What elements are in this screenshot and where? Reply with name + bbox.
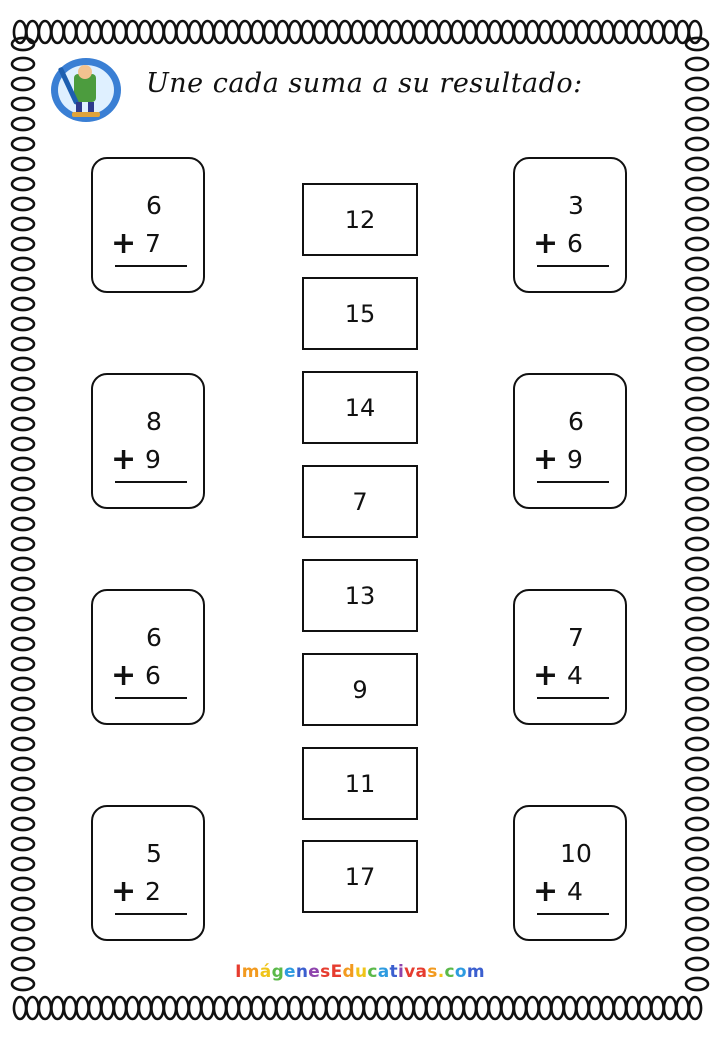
footer-letter: I xyxy=(235,962,242,982)
border-loop xyxy=(686,338,708,350)
border-loop xyxy=(686,98,708,110)
border-loop xyxy=(12,678,34,690)
border-loop xyxy=(664,21,676,43)
logo-icon xyxy=(48,56,124,124)
border-loop xyxy=(12,558,34,570)
border-loop xyxy=(601,997,613,1019)
border-loop xyxy=(686,678,708,690)
border-loop xyxy=(89,21,101,43)
border-loop xyxy=(589,21,601,43)
border-loop xyxy=(376,997,388,1019)
footer-letter: s xyxy=(320,962,331,982)
border-loop xyxy=(12,898,34,910)
border-loop xyxy=(686,558,708,570)
border-loop xyxy=(12,58,34,70)
plus-sign: + xyxy=(111,226,137,261)
result-box[interactable]: 11 xyxy=(302,747,418,820)
border-loop xyxy=(12,398,34,410)
border-loop xyxy=(12,518,34,530)
border-loop xyxy=(12,598,34,610)
border-loop xyxy=(686,458,708,470)
border-loop xyxy=(686,838,708,850)
plus-sign: + xyxy=(533,442,559,477)
border-loop xyxy=(686,798,708,810)
border-loop xyxy=(676,997,688,1019)
sum-line xyxy=(115,913,187,915)
border-loop xyxy=(214,21,226,43)
footer-letter: m xyxy=(241,962,260,982)
footer-letter: c xyxy=(367,962,378,982)
border-loop xyxy=(326,21,338,43)
border-loop xyxy=(264,21,276,43)
border-loop xyxy=(12,738,34,750)
border-loop xyxy=(439,997,451,1019)
border-loop xyxy=(12,258,34,270)
border-loop xyxy=(686,698,708,710)
border-loop xyxy=(686,258,708,270)
border-loop xyxy=(676,21,688,43)
border-loop xyxy=(201,997,213,1019)
border-loop xyxy=(401,997,413,1019)
border-loop xyxy=(12,618,34,630)
footer-letter: i xyxy=(397,962,405,982)
footer-letter: a xyxy=(415,962,428,982)
border-loop xyxy=(326,997,338,1019)
border-loop xyxy=(551,997,563,1019)
border-loop xyxy=(414,21,426,43)
worksheet-title: Une cada suma a su resultado: xyxy=(146,68,583,99)
border-loop xyxy=(12,198,34,210)
border-loop xyxy=(12,578,34,590)
border-loop xyxy=(426,21,438,43)
border-loop xyxy=(686,598,708,610)
border-loop xyxy=(539,997,551,1019)
border-loop xyxy=(39,997,51,1019)
border-loop xyxy=(626,21,638,43)
border-loop xyxy=(12,98,34,110)
footer-letter: e xyxy=(308,962,321,982)
border-loop xyxy=(526,21,538,43)
border-loop xyxy=(686,278,708,290)
border-loop xyxy=(686,738,708,750)
border-loop xyxy=(686,758,708,770)
border-loop xyxy=(12,138,34,150)
footer-letter: v xyxy=(404,962,416,982)
border-loop xyxy=(686,658,708,670)
result-box[interactable]: 17 xyxy=(302,840,418,913)
border-loop xyxy=(12,218,34,230)
border-loop xyxy=(686,778,708,790)
border-loop xyxy=(686,178,708,190)
result-box[interactable]: 7 xyxy=(302,465,418,538)
border-loop xyxy=(639,997,651,1019)
border-loop xyxy=(414,997,426,1019)
border-loop xyxy=(176,21,188,43)
border-loop xyxy=(12,878,34,890)
border-loop xyxy=(501,997,513,1019)
border-loop xyxy=(76,21,88,43)
addition-card-right-1 xyxy=(513,157,627,293)
addend-top: 8 xyxy=(146,407,162,436)
border-loop xyxy=(576,997,588,1019)
border-loop xyxy=(564,21,576,43)
footer-letter: g xyxy=(271,962,285,982)
border-loop xyxy=(686,418,708,430)
border-loop xyxy=(451,997,463,1019)
border-loop xyxy=(12,498,34,510)
border-loop xyxy=(39,21,51,43)
border-loop xyxy=(364,997,376,1019)
footer-letter: u xyxy=(354,962,368,982)
footer-letter: t xyxy=(389,962,398,982)
result-box[interactable]: 9 xyxy=(302,653,418,726)
addend-top: 3 xyxy=(568,191,584,220)
border-loop xyxy=(201,21,213,43)
border-loop xyxy=(164,997,176,1019)
border-loop xyxy=(686,498,708,510)
addition-card-right-3 xyxy=(513,589,627,725)
addend-bottom: 4 xyxy=(567,661,583,690)
border-loop xyxy=(564,997,576,1019)
border-loop xyxy=(476,21,488,43)
border-loop xyxy=(489,21,501,43)
border-loop xyxy=(114,997,126,1019)
addend-top: 7 xyxy=(568,623,584,652)
border-loop xyxy=(26,997,38,1019)
border-loop xyxy=(389,21,401,43)
border-loop xyxy=(289,21,301,43)
border-loop xyxy=(12,718,34,730)
addend-top: 10 xyxy=(560,839,592,868)
border-loop xyxy=(76,997,88,1019)
sum-line xyxy=(537,265,609,267)
addition-card-left-1 xyxy=(91,157,205,293)
addend-bottom: 4 xyxy=(567,877,583,906)
border-loop xyxy=(686,938,708,950)
border-loop xyxy=(89,997,101,1019)
border-loop xyxy=(686,118,708,130)
border-loop xyxy=(686,878,708,890)
border-loop xyxy=(614,997,626,1019)
border-loop xyxy=(276,21,288,43)
border-loop xyxy=(14,997,26,1019)
border-loop xyxy=(686,378,708,390)
addend-bottom: 9 xyxy=(567,445,583,474)
border-loop xyxy=(351,21,363,43)
addition-card-left-3 xyxy=(91,589,205,725)
border-loop xyxy=(226,21,238,43)
border-loop xyxy=(12,438,34,450)
border-loop xyxy=(151,997,163,1019)
border-loop xyxy=(12,238,34,250)
addend-bottom: 6 xyxy=(567,229,583,258)
result-box[interactable]: 14 xyxy=(302,371,418,444)
border-loop xyxy=(64,997,76,1019)
border-loop xyxy=(251,997,263,1019)
border-loop xyxy=(464,21,476,43)
addend-top: 6 xyxy=(146,191,162,220)
border-loop xyxy=(12,78,34,90)
footer-letter: . xyxy=(437,962,445,982)
footer-text xyxy=(235,962,485,982)
border-loop xyxy=(101,21,113,43)
border-loop xyxy=(51,997,63,1019)
border-loop xyxy=(539,21,551,43)
border-loop xyxy=(614,21,626,43)
border-loop xyxy=(626,997,638,1019)
border-loop xyxy=(576,21,588,43)
footer-letter: o xyxy=(454,962,467,982)
border-loop xyxy=(686,218,708,230)
footer-letter: d xyxy=(342,962,355,982)
border-loop xyxy=(339,21,351,43)
border-loop xyxy=(686,158,708,170)
plus-sign: + xyxy=(533,874,559,909)
border-loop xyxy=(12,918,34,930)
addend-bottom: 2 xyxy=(145,877,161,906)
border-loop xyxy=(12,458,34,470)
border-loop xyxy=(12,478,34,490)
border-loop xyxy=(686,858,708,870)
border-loop xyxy=(101,997,113,1019)
border-loop xyxy=(12,158,34,170)
plus-sign: + xyxy=(111,658,137,693)
border-loop xyxy=(114,21,126,43)
border-loop xyxy=(151,21,163,43)
border-loop xyxy=(251,21,263,43)
border-loop xyxy=(526,997,538,1019)
footer-letter: E xyxy=(330,962,343,982)
border-loop xyxy=(551,21,563,43)
border-loop xyxy=(451,21,463,43)
border-loop xyxy=(489,997,501,1019)
border-loop xyxy=(651,21,663,43)
border-loop xyxy=(239,997,251,1019)
border-loop xyxy=(214,997,226,1019)
border-loop xyxy=(289,997,301,1019)
result-box[interactable]: 15 xyxy=(302,277,418,350)
border-loop xyxy=(686,618,708,630)
addition-card-left-4 xyxy=(91,805,205,941)
border-loop xyxy=(686,198,708,210)
border-loop xyxy=(189,21,201,43)
border-loop xyxy=(12,338,34,350)
border-loop xyxy=(264,997,276,1019)
sum-line xyxy=(537,913,609,915)
border-loop xyxy=(12,118,34,130)
border-loop xyxy=(301,997,313,1019)
sum-line xyxy=(115,265,187,267)
border-loop xyxy=(514,997,526,1019)
border-loop xyxy=(686,38,708,50)
sum-line xyxy=(115,697,187,699)
border-loop xyxy=(12,858,34,870)
border-loop xyxy=(12,698,34,710)
border-loop xyxy=(686,238,708,250)
result-box[interactable]: 13 xyxy=(302,559,418,632)
border-loop xyxy=(339,997,351,1019)
addend-bottom: 9 xyxy=(145,445,161,474)
footer-letter: c xyxy=(444,962,455,982)
border-loop xyxy=(126,21,138,43)
border-loop xyxy=(686,538,708,550)
border-loop xyxy=(476,997,488,1019)
plus-sign: + xyxy=(111,442,137,477)
addend-top: 6 xyxy=(146,623,162,652)
border-loop xyxy=(12,938,34,950)
border-loop xyxy=(686,718,708,730)
plus-sign: + xyxy=(111,874,137,909)
border-loop xyxy=(514,21,526,43)
border-loop xyxy=(639,21,651,43)
border-loop xyxy=(12,798,34,810)
border-loop xyxy=(12,378,34,390)
addend-top: 6 xyxy=(568,407,584,436)
border-loop xyxy=(601,21,613,43)
border-loop xyxy=(686,818,708,830)
border-loop xyxy=(426,997,438,1019)
addition-card-left-2 xyxy=(91,373,205,509)
border-loop xyxy=(12,358,34,370)
border-loop xyxy=(12,758,34,770)
border-loop xyxy=(139,997,151,1019)
sum-line xyxy=(115,481,187,483)
border-loop xyxy=(686,298,708,310)
border-loop xyxy=(12,818,34,830)
addend-bottom: 6 xyxy=(145,661,161,690)
plus-sign: + xyxy=(533,226,559,261)
border-loop xyxy=(689,997,701,1019)
addition-card-right-2 xyxy=(513,373,627,509)
border-loop xyxy=(276,997,288,1019)
border-loop xyxy=(176,997,188,1019)
border-loop xyxy=(686,58,708,70)
footer-credit xyxy=(0,962,720,982)
border-loop xyxy=(686,518,708,530)
border-loop xyxy=(12,658,34,670)
addend-top: 5 xyxy=(146,839,162,868)
border-loop xyxy=(686,438,708,450)
footer-letter: n xyxy=(295,962,309,982)
border-loop xyxy=(686,578,708,590)
border-loop xyxy=(12,838,34,850)
border-loop xyxy=(686,478,708,490)
border-loop xyxy=(12,278,34,290)
footer-letter: á xyxy=(259,962,272,982)
sum-line xyxy=(537,697,609,699)
border-loop xyxy=(139,21,151,43)
border-loop xyxy=(12,638,34,650)
border-loop xyxy=(12,418,34,430)
border-loop xyxy=(686,78,708,90)
border-loop xyxy=(501,21,513,43)
border-loop xyxy=(314,997,326,1019)
border-loop xyxy=(12,538,34,550)
border-loop xyxy=(464,997,476,1019)
border-loop xyxy=(439,21,451,43)
border-loop xyxy=(686,898,708,910)
border-loop xyxy=(12,298,34,310)
border-loop xyxy=(12,778,34,790)
border-loop xyxy=(686,358,708,370)
border-loop xyxy=(126,997,138,1019)
plus-sign: + xyxy=(533,658,559,693)
result-box[interactable]: 12 xyxy=(302,183,418,256)
border-loop xyxy=(686,638,708,650)
border-loop xyxy=(389,997,401,1019)
border-loop xyxy=(64,21,76,43)
border-loop xyxy=(51,21,63,43)
border-loop xyxy=(189,997,201,1019)
footer-letter: s xyxy=(427,962,438,982)
border-loop xyxy=(376,21,388,43)
border-loop xyxy=(301,21,313,43)
addition-card-right-4 xyxy=(513,805,627,941)
addend-bottom: 7 xyxy=(145,229,161,258)
footer-letter: e xyxy=(284,962,296,982)
border-loop xyxy=(239,21,251,43)
border-loop xyxy=(12,178,34,190)
border-loop xyxy=(164,21,176,43)
border-loop xyxy=(664,997,676,1019)
footer-letter: a xyxy=(377,962,390,982)
border-loop xyxy=(686,398,708,410)
border-loop xyxy=(651,997,663,1019)
sum-line xyxy=(537,481,609,483)
border-loop xyxy=(686,318,708,330)
border-loop xyxy=(12,318,34,330)
border-loop xyxy=(686,138,708,150)
border-loop xyxy=(314,21,326,43)
border-loop xyxy=(351,997,363,1019)
border-loop xyxy=(226,997,238,1019)
border-loop xyxy=(364,21,376,43)
border-loop xyxy=(589,997,601,1019)
border-loop xyxy=(686,918,708,930)
border-loop xyxy=(401,21,413,43)
footer-letter: m xyxy=(466,962,485,982)
